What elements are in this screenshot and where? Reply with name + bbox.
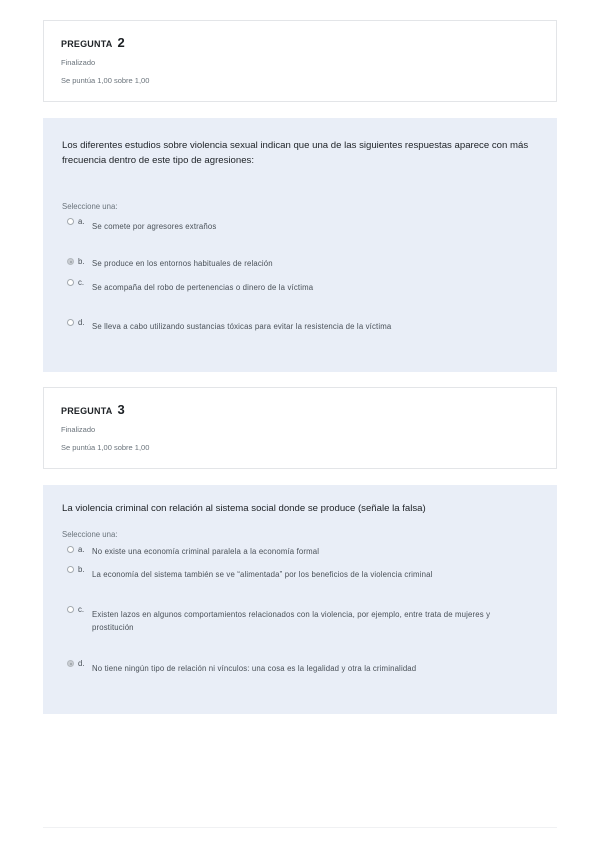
question-label: PREGUNTA: [61, 406, 113, 416]
radio-button[interactable]: [67, 566, 74, 573]
divider: [43, 827, 557, 828]
select-one-prompt: Seleccione una:: [62, 202, 118, 211]
radio-button[interactable]: [67, 546, 74, 553]
radio-button[interactable]: [67, 319, 74, 326]
option-text: Se lleva a cabo utilizando sustancias tóxicas para evitar la resistencia de la víctima: [92, 322, 392, 331]
question-3-info: [43, 387, 557, 469]
question-number: 3: [117, 402, 125, 417]
option-letter: c.: [78, 278, 85, 287]
question-grade: Se puntúa 1,00 sobre 1,00: [61, 443, 150, 452]
question-2-content: [43, 118, 557, 372]
option-letter: d.: [78, 318, 85, 327]
radio-button[interactable]: [67, 606, 74, 613]
option-text: No tiene ningún tipo de relación ni vínculos: una cosa es la legalidad y otra la criminalidad: [92, 664, 417, 673]
option-letter: c.: [78, 605, 85, 614]
radio-button[interactable]: [67, 218, 74, 225]
question-state: Finalizado: [61, 425, 96, 434]
question-3-content: [43, 485, 557, 714]
radio-button-selected[interactable]: [67, 258, 74, 265]
option-letter: b.: [78, 257, 85, 266]
question-grade: Se puntúa 1,00 sobre 1,00: [61, 76, 150, 85]
question-state: Finalizado: [61, 58, 96, 67]
radio-button-selected[interactable]: [67, 660, 74, 667]
option-text: Se produce en los entornos habituales de relación: [92, 259, 273, 268]
question-2-heading: [61, 35, 556, 50]
question-text: La violencia criminal con relación al sistema social donde se produce (señale la falsa): [62, 503, 426, 514]
question-2-info: [43, 20, 557, 102]
question-number: 2: [117, 35, 125, 50]
option-letter: b.: [78, 565, 85, 574]
option-text: Se comete por agresores extraños: [92, 222, 217, 231]
option-text: Existen lazos en algunos comportamientos relacionados con la violencia, por ejemplo, entre trata de mujeres y prostitución: [92, 610, 491, 632]
question-label: PREGUNTA: [61, 39, 113, 49]
option-letter: a.: [78, 217, 85, 226]
question-text: Los diferentes estudios sobre violencia sexual indican que una de las siguientes respuestas aparece con más frecuencia dentro de este tipo de agresiones:: [62, 140, 529, 166]
option-text: La economía del sistema también se ve “alimentada” por los beneficios de la violencia criminal: [92, 570, 433, 579]
radio-button[interactable]: [67, 279, 74, 286]
option-letter: a.: [78, 545, 85, 554]
select-one-prompt: Seleccione una:: [62, 530, 118, 539]
question-3-heading: [61, 402, 556, 417]
option-text: Se acompaña del robo de pertenencias o dinero de la víctima: [92, 283, 314, 292]
option-text: No existe una economía criminal paralela a la economía formal: [92, 547, 320, 556]
option-letter: d.: [78, 659, 85, 668]
